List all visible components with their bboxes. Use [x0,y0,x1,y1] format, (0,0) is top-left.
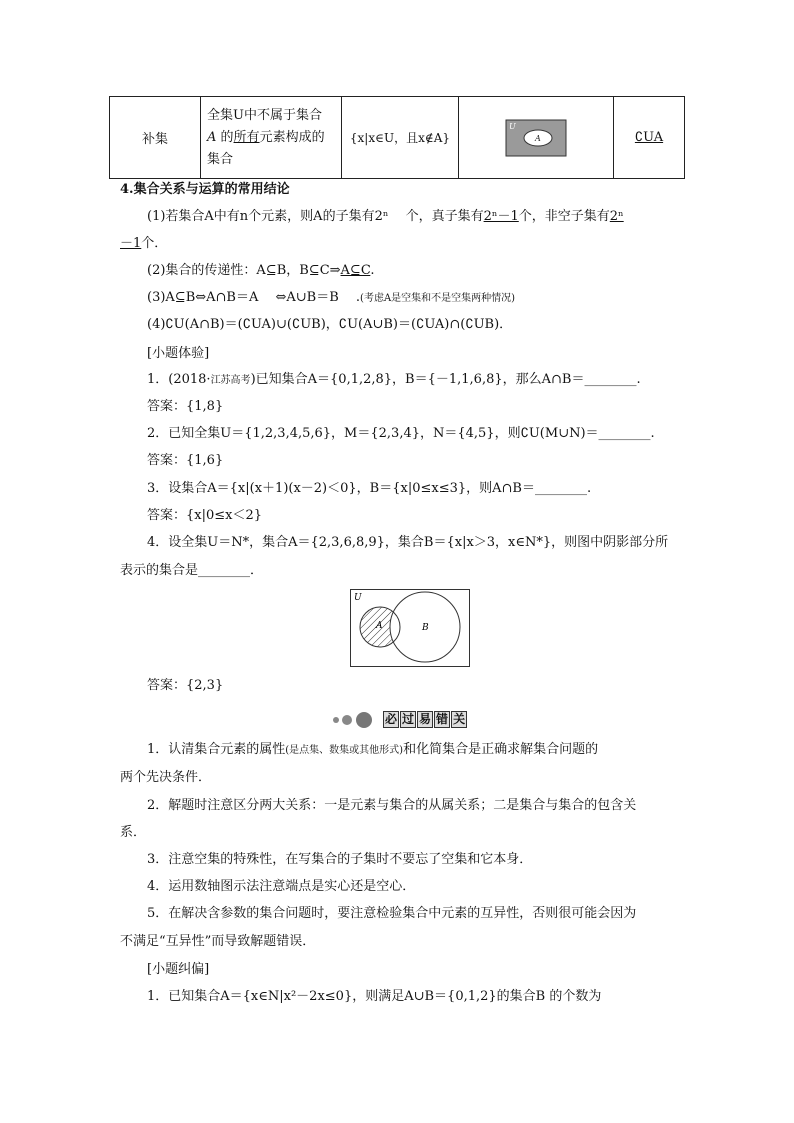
badge-dot-medium [342,715,352,725]
question-4: 4．设全集U＝N*，集合A＝{2,3,6,8,9}，集合B＝{x|x＞3，x∈N*}，则图中阴影部分所 [147,535,669,550]
c1-text-2: 个，非空子集有 [518,209,610,224]
badge-char: 易 [419,712,432,726]
badge-dot-large [356,712,372,728]
operation-notation: {x|x∈U，且x∉A} [342,97,459,179]
venn-u-label: U [354,593,362,603]
correction-heading: [小题纠偏] [147,962,210,977]
conclusion-2 [147,262,374,280]
mistake-2: 2．解题时注意区分两大关系：一是元素与集合的从属关系；二是集合与集合的包含关 [147,798,637,813]
complement-venn-diagram [505,119,567,157]
def-rest: 元素构成的 [259,129,325,145]
c3-note: (考虑A是空集和不是空集两种情况) [360,293,516,304]
q1-body: )已知集合A＝{0,1,2,8}，B＝{－1,1,6,8}，那么A∩B＝________. [250,372,641,387]
conclusion-4: (4)∁U(A∩B)＝(∁UA)∪(∁UB)，∁U(A∪B)＝(∁UA)∩(∁UB)． [147,317,513,332]
question-3: 3．设集合A＝{x|(x＋1)(x－2)＜0}，B＝{x|0≤x≤3}，则A∩B＝________. [147,481,592,496]
mistake-3: 3．注意空集的特殊性，在写集合的子集时不要忘了空集和它本身． [147,852,533,867]
def-underline: 所有 [233,129,260,145]
conclusion-3 [147,289,515,308]
operation-name: 补集 [110,97,201,179]
mistake-5: 5．在解决含参数的集合问题时，要注意检验集合中元素的互异性，否则很可能会因为 [147,906,637,921]
answer-4: 答案：{2,3} [147,678,224,693]
operation-symbol [614,97,685,179]
venn-b-label: B [422,623,429,633]
m1-text: 1．认清集合元素的属性 [147,742,286,757]
question-1 [147,371,641,390]
m1-note: (是点集、数集或其他形式) [285,745,404,756]
c1-text: (1)若集合A中有n个元素，则A的子集有2ⁿ 个，真子集有 [147,209,484,224]
c2-dot: . [370,263,375,278]
definition-line-2 [207,127,335,149]
section-heading: 4.集合关系与运算的常用结论 [120,182,290,197]
c1-answer-2-cont: －1 [120,236,142,251]
definition-line-1: 全集U中不属于集合 [207,107,322,123]
q1-prefix: 1．(2018· [147,372,211,387]
exercise-heading: [小题体验] [147,346,210,361]
badge-dot-small [333,717,339,723]
venn-a-label: A [376,621,383,631]
c2-text: (2)集合的传递性：A⊆B，B⊆C⇒ [147,263,341,278]
question-2: 2．已知全集U＝{1,2,3,4,5,6}，M＝{2,3,4}，N＝{4,5}，则∁U(M∪N)＝________. [147,426,655,441]
answer-1: 答案：{1,8} [147,399,224,414]
venn-a-label: A [535,133,541,143]
complement-table [109,96,685,179]
correction-question-1: 1．已知集合A＝{x∈N|x²－2x≤0}，则满足A∪B＝{0,1,2}的集合B 的个数为 [147,989,602,1004]
shaded-venn-diagram [350,589,470,667]
c1-answer-1: 2ⁿ－1 [483,209,519,224]
c1-text-3: 个． [141,236,168,251]
set-a-letter: A [207,129,217,145]
answer-3: 答案：{x|0≤x＜2} [147,508,263,523]
conclusion-1-cont [120,235,167,253]
mistake-5-cont: 不满足“互异性”而导致解题错误． [120,934,316,949]
operation-definition [201,97,342,179]
m1-text-2: 和化简集合是正确求解集合问题的 [403,742,599,757]
question-4-cont: 表示的集合是________． [120,563,264,578]
q1-source: 江苏高考 [210,375,251,386]
badge-char: 必 [385,712,398,726]
badge-title [383,711,468,729]
answer-2: 答案：{1,6} [147,453,224,468]
badge-char: 过 [402,712,415,726]
c1-answer-2: 2ⁿ [609,209,624,224]
badge-char: 关 [453,712,466,726]
definition-line-3: 集合 [207,151,234,167]
mistake-4: 4．运用数轴图示法注意端点是实心还是空心． [147,879,416,894]
complement-symbol: ∁UA [634,130,664,145]
table-row [110,97,685,179]
badge-char: 错 [436,712,449,726]
mistake-1-cont: 两个先决条件． [120,770,212,785]
c3-text: (3)A⊆B⇔A∩B＝A ⇔A∪B＝B . [147,290,361,305]
c2-answer: A⊆C [340,263,371,278]
mistake-2-cont: 系． [120,825,147,840]
operation-venn [459,97,614,179]
def-de: 的 [220,129,234,145]
mistake-1 [147,741,598,760]
venn-u-label: U [509,121,516,131]
conclusion-1 [147,208,624,226]
